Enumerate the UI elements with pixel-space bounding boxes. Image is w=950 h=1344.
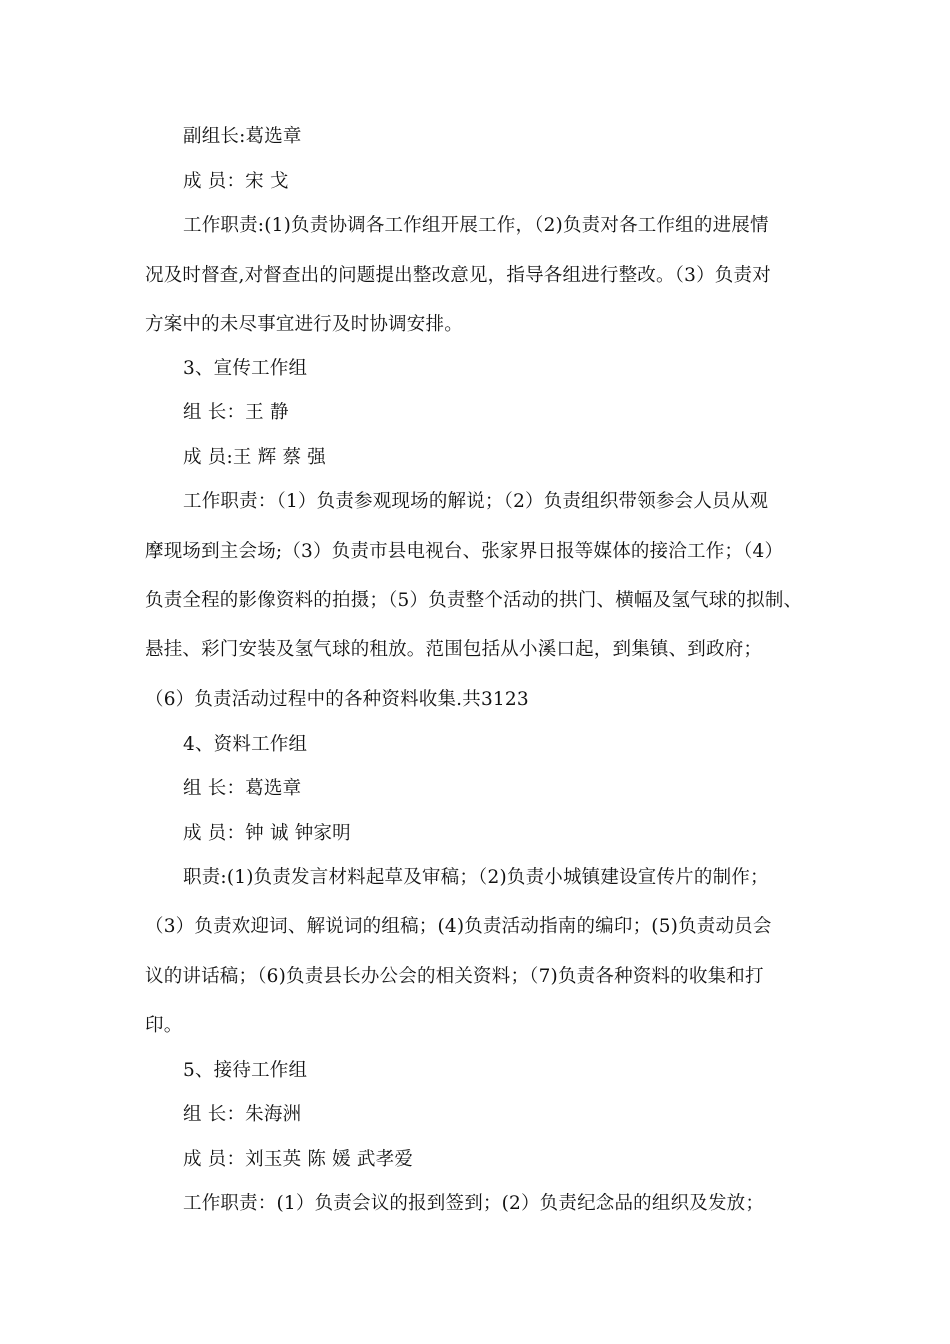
duties-paragraph-line: 议的讲话稿；（6)负责县长办公会的相关资料；（7)负责各种资料的收集和打 [145,966,764,987]
duties-paragraph-line: 方案中的未尽事宜进行及时协调安排。 [145,314,463,335]
leader-line: 组 长：朱海洲 [183,1104,302,1125]
deputy-leader-line: 副组长:葛选章 [183,126,302,147]
duties-paragraph-line: 摩现场到主会场;（3）负责市县电视台、张家界日报等媒体的接洽工作；（4） [145,541,784,562]
duties-paragraph-line: 工作职责:(1)负责协调各工作组开展工作，（2)负责对各工作组的进展情 [183,215,769,236]
duties-paragraph-line: 工作职责：（1）负责参观现场的解说；（2）负责组织带领参会人员从观 [183,491,769,512]
leader-line: 组 长：王 静 [183,402,289,423]
duties-paragraph-line: 工作职责：(1）负责会议的报到签到；(2）负责纪念品的组织及发放； [183,1193,765,1214]
duties-paragraph-line: 印。 [145,1015,183,1036]
section-heading-publicity: 3、宣传工作组 [183,358,308,379]
duties-paragraph-line: 况及时督查,对督查出的问题提出整改意见，指导各组进行整改。（3）负责对 [145,265,771,286]
duties-paragraph-line: 负责全程的影像资料的拍摄；（5）负责整个活动的拱门、横幅及氢气球的拟制、 [145,590,803,611]
duties-paragraph-line: 悬挂、彩门安装及氢气球的租放。范围包括从小溪口起，到集镇、到政府； [145,639,763,660]
duties-paragraph-line: （6）负责活动过程中的各种资料收集.共3123 [145,689,529,710]
leader-line: 组 长：葛选章 [183,778,302,799]
duties-paragraph-line: 职责:(1)负责发言材料起草及审稿；（2)负责小城镇建设宣传片的制作； [183,867,769,888]
section-heading-materials: 4、资料工作组 [183,734,308,755]
duties-paragraph-line: （3）负责欢迎词、解说词的组稿；(4)负责活动指南的编印；(5)负责动员会 [145,916,772,937]
members-line: 成 员：刘玉英 陈 媛 武孝爱 [183,1149,414,1170]
section-heading-reception: 5、接待工作组 [183,1060,308,1081]
members-line: 成 员：钟 诚 钟家明 [183,823,351,844]
members-line: 成 员：宋 戈 [183,171,289,192]
members-line: 成 员:王 辉 蔡 强 [183,447,326,468]
